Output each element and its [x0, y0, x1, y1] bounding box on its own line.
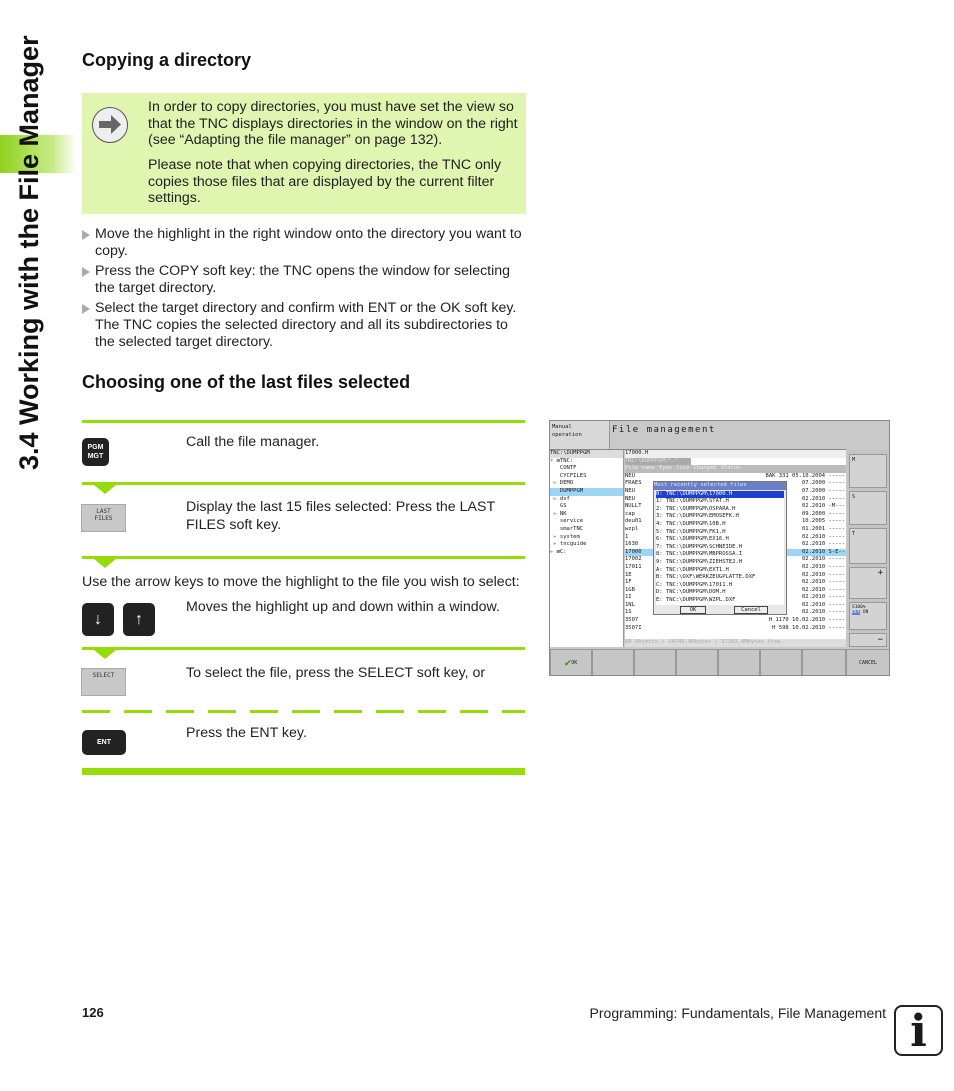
- step-text: Press the ENT key.: [186, 725, 307, 741]
- dialog-cancel-button[interactable]: Cancel: [734, 606, 768, 614]
- continue-arrow: [94, 559, 116, 568]
- file-info: 02.2010 S-E--: [801, 548, 845, 555]
- column-header[interactable]: File name: [625, 465, 655, 472]
- note-text-2: Please note that when copying directories, the TNC only copies those files that are displayed by the current filter settings.: [148, 157, 502, 206]
- file-row[interactable]: [625, 617, 846, 625]
- file-name: 17000: [625, 548, 642, 555]
- bullet-icon: [82, 230, 90, 240]
- divider: [82, 647, 525, 650]
- spindle-minus-key: −: [849, 633, 887, 647]
- tree-item[interactable]: DUMPPGM: [550, 488, 623, 496]
- empty-softkey[interactable]: [718, 649, 760, 676]
- file-info: 07.2000 -----: [801, 480, 845, 487]
- file-name: cap: [625, 510, 635, 517]
- step-item: [82, 263, 527, 297]
- recent-file-item[interactable]: 6: TNC:\DUMPPGM\EX16.H: [656, 536, 729, 543]
- arrow-down-key: ↓: [82, 603, 114, 636]
- tree-item[interactable]: CONTF: [550, 465, 577, 472]
- step-text: Press the COPY soft key: the TNC opens the window for selecting the target directory.: [95, 263, 511, 296]
- tree-item[interactable]: GS: [550, 503, 567, 510]
- file-name: NEU: [625, 495, 635, 502]
- file-name: FRAES: [625, 480, 642, 487]
- cancel-softkey[interactable]: CANCEL: [846, 649, 890, 676]
- last-files-softkey: LAST FILES: [81, 504, 126, 532]
- file-name: 1NL: [625, 601, 635, 608]
- file-info: 02.2010 -M---: [801, 503, 845, 510]
- arrow-up-key: ↑: [123, 603, 155, 636]
- tree-item[interactable]: CYCFILES: [550, 472, 587, 479]
- recent-file-item[interactable]: 8: TNC:\DUMPPGM\MBPROSSA.I: [656, 551, 743, 558]
- file-name: 1GB: [625, 586, 635, 593]
- tree-item[interactable]: ▹ ⊞C:: [550, 548, 567, 555]
- file-info: 01.2001 -----: [801, 525, 845, 532]
- recent-file-item[interactable]: D: TNC:\DUMPPGM\DOM.H: [656, 589, 726, 596]
- step-text: Call the file manager.: [186, 434, 320, 450]
- tnc-file-manager-screenshot: [549, 420, 890, 676]
- dialog-ok-button[interactable]: OK: [680, 606, 706, 614]
- recent-files-dialog: Most recently selected files 0: TNC:\DUMPPGM\17000.H 1: TNC:\DUMPPGM\STAT.H 2: TNC:\DUMPPGM\OSPARA.H 3: TNC:\DUMPPGM\EMOSEFK.H 4: TNC:\DUMPPGM\10B.H 5: TNC:\DUMPPGM\FK1.H 6: TNC:\DUMPPGM\EX16.H 7: TNC:\DUMPPGM\SCHNEIDE.H 8: TNC:\DUMPPGM\MBPROSSA.I 9: TNC:\DUMPPGM\ZIEHSTE2.H A: TNC:\DUMPPGM\EXT1.H B: TNC:\DXF\WERKZEUGPLATTE.DXF C: TNC:\DUMPPGM\17011.H D: TNC:\DUMPPGM\DOM.H E: TNC:\DUMPPGM\WZPL.DXF OK Cancel: [653, 481, 787, 615]
- arrow-right-icon: [92, 107, 128, 143]
- dashed-divider: [82, 710, 525, 713]
- file-info: 02.2010 -----: [801, 609, 845, 616]
- empty-softkey[interactable]: [802, 649, 846, 676]
- file-row[interactable]: [625, 473, 846, 481]
- recent-file-item[interactable]: E: TNC:\DUMPPGM\WZPL.DXF: [656, 596, 736, 603]
- tree-item[interactable]: ▹ dxf: [550, 495, 570, 502]
- file-info: 02.2010 -----: [801, 541, 845, 548]
- screen-title: File management: [612, 425, 716, 435]
- directory-tree: TNC:\DUMPPGM ▿ ⊞TNC: CONTF CYCFILES ▹ DEMO DUMPPGM ▹ dxf GS ▹ NK service smarTNC ▹ system ▹ tncguide ▹ ⊞C:: [550, 450, 624, 647]
- file-info: 07.2000 -----: [801, 487, 845, 494]
- spindle-plus-key: +: [849, 567, 887, 599]
- status-softkeys: [847, 450, 890, 647]
- tree-item[interactable]: ▹ NK: [550, 510, 567, 517]
- section-heading-copying: Copying a directory: [82, 50, 252, 70]
- mode-label: Manual operation: [550, 421, 610, 449]
- file-info: 02.2010 -----: [801, 495, 845, 502]
- file-info: 02.2010 -----: [801, 533, 845, 540]
- divider: [82, 556, 525, 559]
- note-text-1: In order to copy directories, you must have set the view so that the TNC displays directories in the window on the right (see “Adapting the file manager” on page 132).: [148, 99, 518, 148]
- file-list: 17000.H TNC:\DUMPPGM\*.* File name Type Size Changed Status NEU BAK 331 05.10.2004 ----- FRAES 07.2000 ----- NEU 07.2000 ----- NEU 02.2010 ----- NULLT 02.2010 -M--- cap 09.2000 ----- deu01 10.2005 ----- wzpl 01.2001 ----- 1 02.2010 ----- 1630 02.2010 ----- 17000 02.2010 S-E-- 17002 02.2010 ----- 17011 02.2010 ----- 1E 02.2010 ----- 1F 02.2010 ----- 1GB 02.2010 ----- 1I 02.2010 ----- 1NL 02.2010 ----- 1S 02.2010 ----- 3507 H 1170 10.02.2010 ----- 3507I H 598 10.02.2010 ----- 60 Objects / 24749,4Kbytes / 37163,4Mbytes free: [625, 450, 845, 646]
- spindle-override-key: S100% OFF ON: [849, 602, 887, 630]
- ent-key: ENT: [82, 730, 126, 755]
- file-name: 1S: [625, 609, 632, 616]
- step-text: Display the last 15 files selected: Press the LAST FILES soft key.: [186, 499, 495, 533]
- tree-item[interactable]: smarTNC: [550, 525, 584, 532]
- recent-file-item[interactable]: C: TNC:\DUMPPGM\17011.H: [656, 581, 733, 588]
- chapter-title: 3.4 Working with the File Manager: [14, 35, 44, 470]
- tree-item[interactable]: ▹ DEMO: [550, 480, 574, 487]
- step-text: Moves the highlight up and down within a window.: [186, 599, 500, 615]
- file-name: 1E: [625, 571, 632, 578]
- empty-softkey[interactable]: [760, 649, 802, 676]
- tree-item[interactable]: ▿ ⊞TNC:: [550, 457, 574, 464]
- file-info: 02.2010 -----: [801, 563, 845, 570]
- step-text: To select the file, press the SELECT soft key, or: [186, 665, 486, 681]
- step-item: [82, 226, 527, 260]
- file-name: NEU: [625, 472, 635, 479]
- recent-file-item[interactable]: 9: TNC:\DUMPPGM\ZIEHSTE2.H: [656, 558, 743, 565]
- footer-title: Programming: Fundamentals, File Management: [589, 1005, 886, 1021]
- file-name: NEU: [625, 487, 635, 494]
- file-name: 3507: [625, 617, 639, 624]
- recent-file-item[interactable]: B: TNC:\DXF\WERKZEUGPLATTE.DXF: [656, 574, 756, 581]
- file-name: 1630: [625, 541, 639, 548]
- recent-file-item[interactable]: 5: TNC:\DUMPPGM\FK1.H: [656, 528, 726, 535]
- file-name: 1F: [625, 579, 632, 586]
- column-header[interactable]: Type: [658, 465, 673, 472]
- column-header[interactable]: Size: [676, 465, 690, 472]
- file-info: 02.2010 -----: [801, 586, 845, 593]
- recent-file-item[interactable]: 2: TNC:\DUMPPGM\OSPARA.H: [656, 505, 736, 512]
- file-info: H 1170 10.02.2010 -----: [768, 617, 845, 624]
- info-icon: i: [894, 1005, 943, 1056]
- tree-item[interactable]: service: [550, 518, 584, 525]
- bullet-icon: [82, 267, 90, 277]
- ok-softkey[interactable]: ✔ OK: [550, 649, 592, 676]
- file-name: wzpl: [625, 525, 639, 532]
- select-softkey: SELECT: [81, 668, 126, 696]
- bullet-icon: [82, 304, 90, 314]
- file-info: BAK 331 05.10.2004 -----: [765, 472, 845, 479]
- pgm-mgt-key: PGM MGT: [82, 438, 109, 466]
- recent-file-item[interactable]: 1: TNC:\DUMPPGM\STAT.H: [656, 498, 729, 505]
- m-function-key: M: [849, 454, 887, 488]
- checkmark-icon: ✔: [564, 656, 572, 669]
- empty-softkey[interactable]: [634, 649, 676, 676]
- step-item: [82, 300, 527, 350]
- file-name: 1: [625, 533, 629, 540]
- tool-key: T: [849, 528, 887, 564]
- file-name: 17002: [625, 556, 642, 563]
- tree-item[interactable]: ▹ system: [550, 533, 580, 540]
- column-header[interactable]: Status: [720, 465, 741, 472]
- file-name: deu01: [625, 518, 642, 525]
- page-number: 126: [82, 1005, 104, 1020]
- continue-arrow: [94, 485, 116, 494]
- section-heading-last-files: Choosing one of the last files selected: [82, 372, 411, 392]
- file-info: 02.2010 -----: [801, 594, 845, 601]
- file-info: 02.2010 -----: [801, 571, 845, 578]
- recent-file-item[interactable]: 7: TNC:\DUMPPGM\SCHNEIDE.H: [656, 543, 743, 550]
- file-name: 3507I: [625, 624, 642, 631]
- empty-softkey[interactable]: [676, 649, 718, 676]
- recent-file-item[interactable]: 4: TNC:\DUMPPGM\10B.H: [656, 520, 726, 527]
- step-text: Select the target directory and confirm with ENT or the OK soft key. The TNC copies the selected directory and all its subdirectories to the selected target directory.: [95, 300, 517, 350]
- tree-item[interactable]: ▹ tncguide: [550, 541, 587, 548]
- arrow-intro-text: Use the arrow keys to move the highlight to the file you wish to select:: [82, 574, 520, 590]
- recent-file-item[interactable]: A: TNC:\DUMPPGM\EXT1.H: [656, 566, 729, 573]
- divider: [82, 420, 525, 423]
- file-info: H 598 10.02.2010 -----: [772, 624, 845, 631]
- spindle-key: S: [849, 491, 887, 525]
- end-divider: [82, 768, 525, 775]
- file-info: 02.2010 -----: [801, 556, 845, 563]
- empty-softkey[interactable]: [592, 649, 634, 676]
- file-info: 09.2000 -----: [801, 510, 845, 517]
- file-name: NULLT: [625, 503, 642, 510]
- file-info: 02.2010 -----: [801, 579, 845, 586]
- column-header[interactable]: Changed: [693, 465, 717, 472]
- file-name: 1I: [625, 594, 632, 601]
- recent-file-item[interactable]: 3: TNC:\DUMPPGM\EMOSEFK.H: [656, 513, 739, 520]
- step-text: Move the highlight in the right window onto the directory you want to copy.: [95, 226, 522, 259]
- file-row[interactable]: [625, 625, 846, 633]
- file-info: 02.2010 -----: [801, 601, 845, 608]
- continue-arrow: [94, 650, 116, 659]
- file-info: 10.2005 -----: [801, 518, 845, 525]
- divider: [82, 482, 525, 485]
- file-name: 17011: [625, 563, 642, 570]
- recent-file-item[interactable]: 0: TNC:\DUMPPGM\17000.H: [656, 491, 784, 499]
